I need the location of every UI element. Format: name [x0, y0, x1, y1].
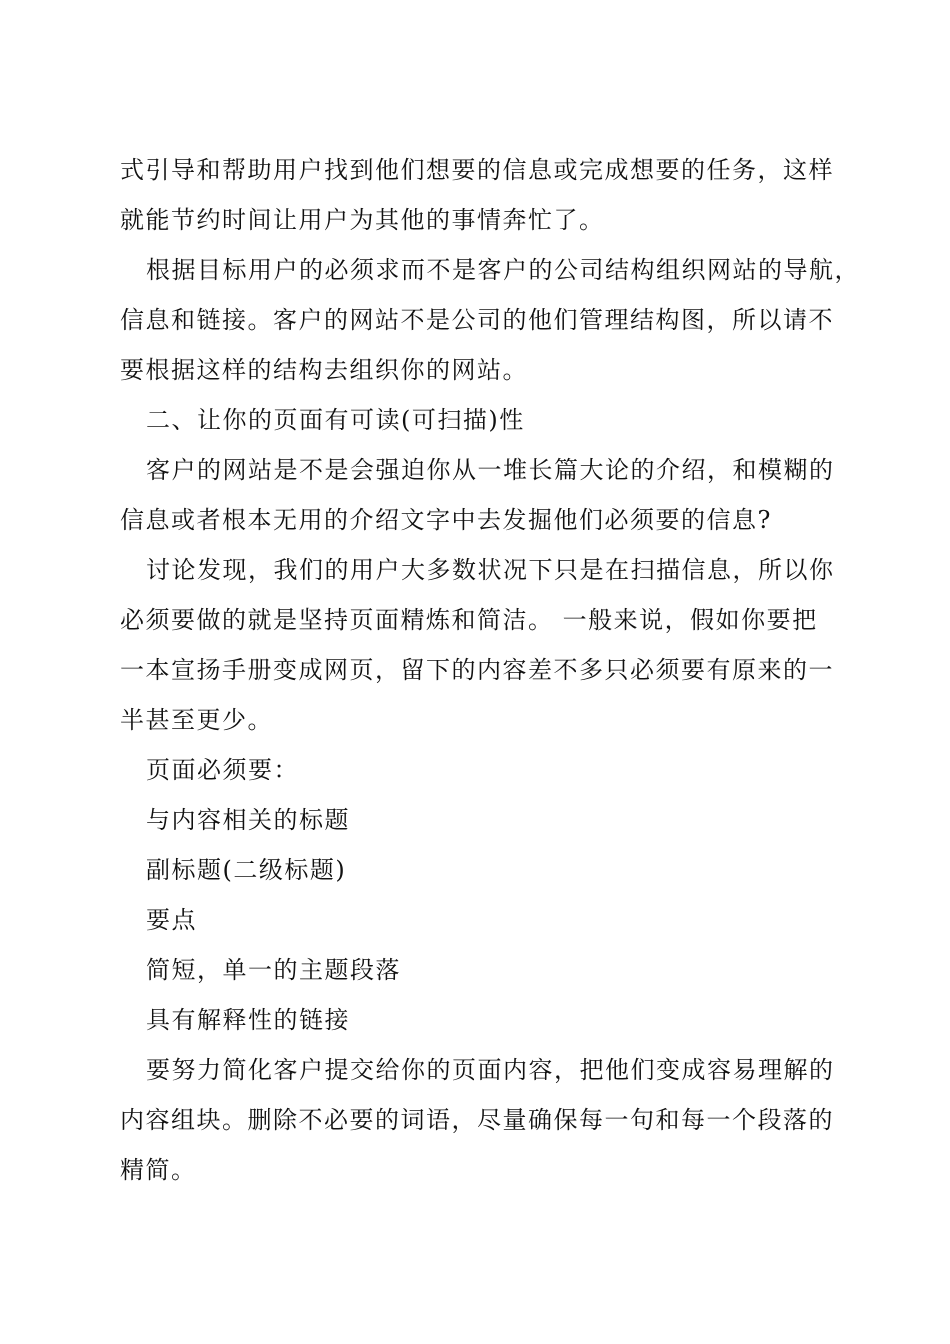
list-item: 与内容相关的标题	[146, 806, 350, 834]
paragraph-start: 根据目标用户的必须求而不是客户的公司结构组织网站的导航，	[146, 256, 860, 284]
text-line: 必须要做的就是坚持页面精炼和简洁。 一般来说，假如你要把	[120, 606, 818, 634]
list-item: 副标题(二级标题)	[146, 856, 347, 884]
text-line: 内容组块。删除不必要的词语，尽量确保每一句和每一个段落的	[120, 1106, 834, 1134]
text-line: 信息和链接。客户的网站不是公司的他们管理结构图，所以请不	[120, 306, 834, 334]
text-line: 就能节约时间让用户为其他的事情奔忙了。	[120, 206, 605, 234]
text-line: 精简。	[120, 1156, 197, 1184]
list-item: 要点	[146, 906, 197, 934]
paragraph-start: 要努力简化客户提交给你的页面内容，把他们变成容易理解的	[146, 1056, 835, 1084]
text-line: 半甚至更少。	[120, 706, 273, 734]
text-line: 要根据这样的结构去组织你的网站。	[120, 356, 528, 384]
list-item: 简短，单一的主题段落	[146, 956, 401, 984]
text-line: 一本宣扬手册变成网页，留下的内容差不多只必须要有原来的一	[120, 656, 834, 684]
text-line: 信息或者根本无用的介绍文字中去发掘他们必须要的信息?	[120, 506, 772, 534]
document-body	[120, 145, 860, 1195]
paragraph-start: 讨论发现，我们的用户大多数状况下只是在扫描信息，所以你	[146, 556, 835, 584]
text-line: 式引导和帮助用户找到他们想要的信息或完成想要的任务，这样	[120, 156, 834, 184]
section-heading: 二、让你的页面有可读(可扫描)性	[146, 406, 525, 434]
list-intro: 页面必须要：	[146, 756, 299, 784]
list-item: 具有解释性的链接	[146, 1006, 350, 1034]
paragraph-start: 客户的网站是不是会强迫你从一堆长篇大论的介绍，和模糊的	[146, 456, 835, 484]
